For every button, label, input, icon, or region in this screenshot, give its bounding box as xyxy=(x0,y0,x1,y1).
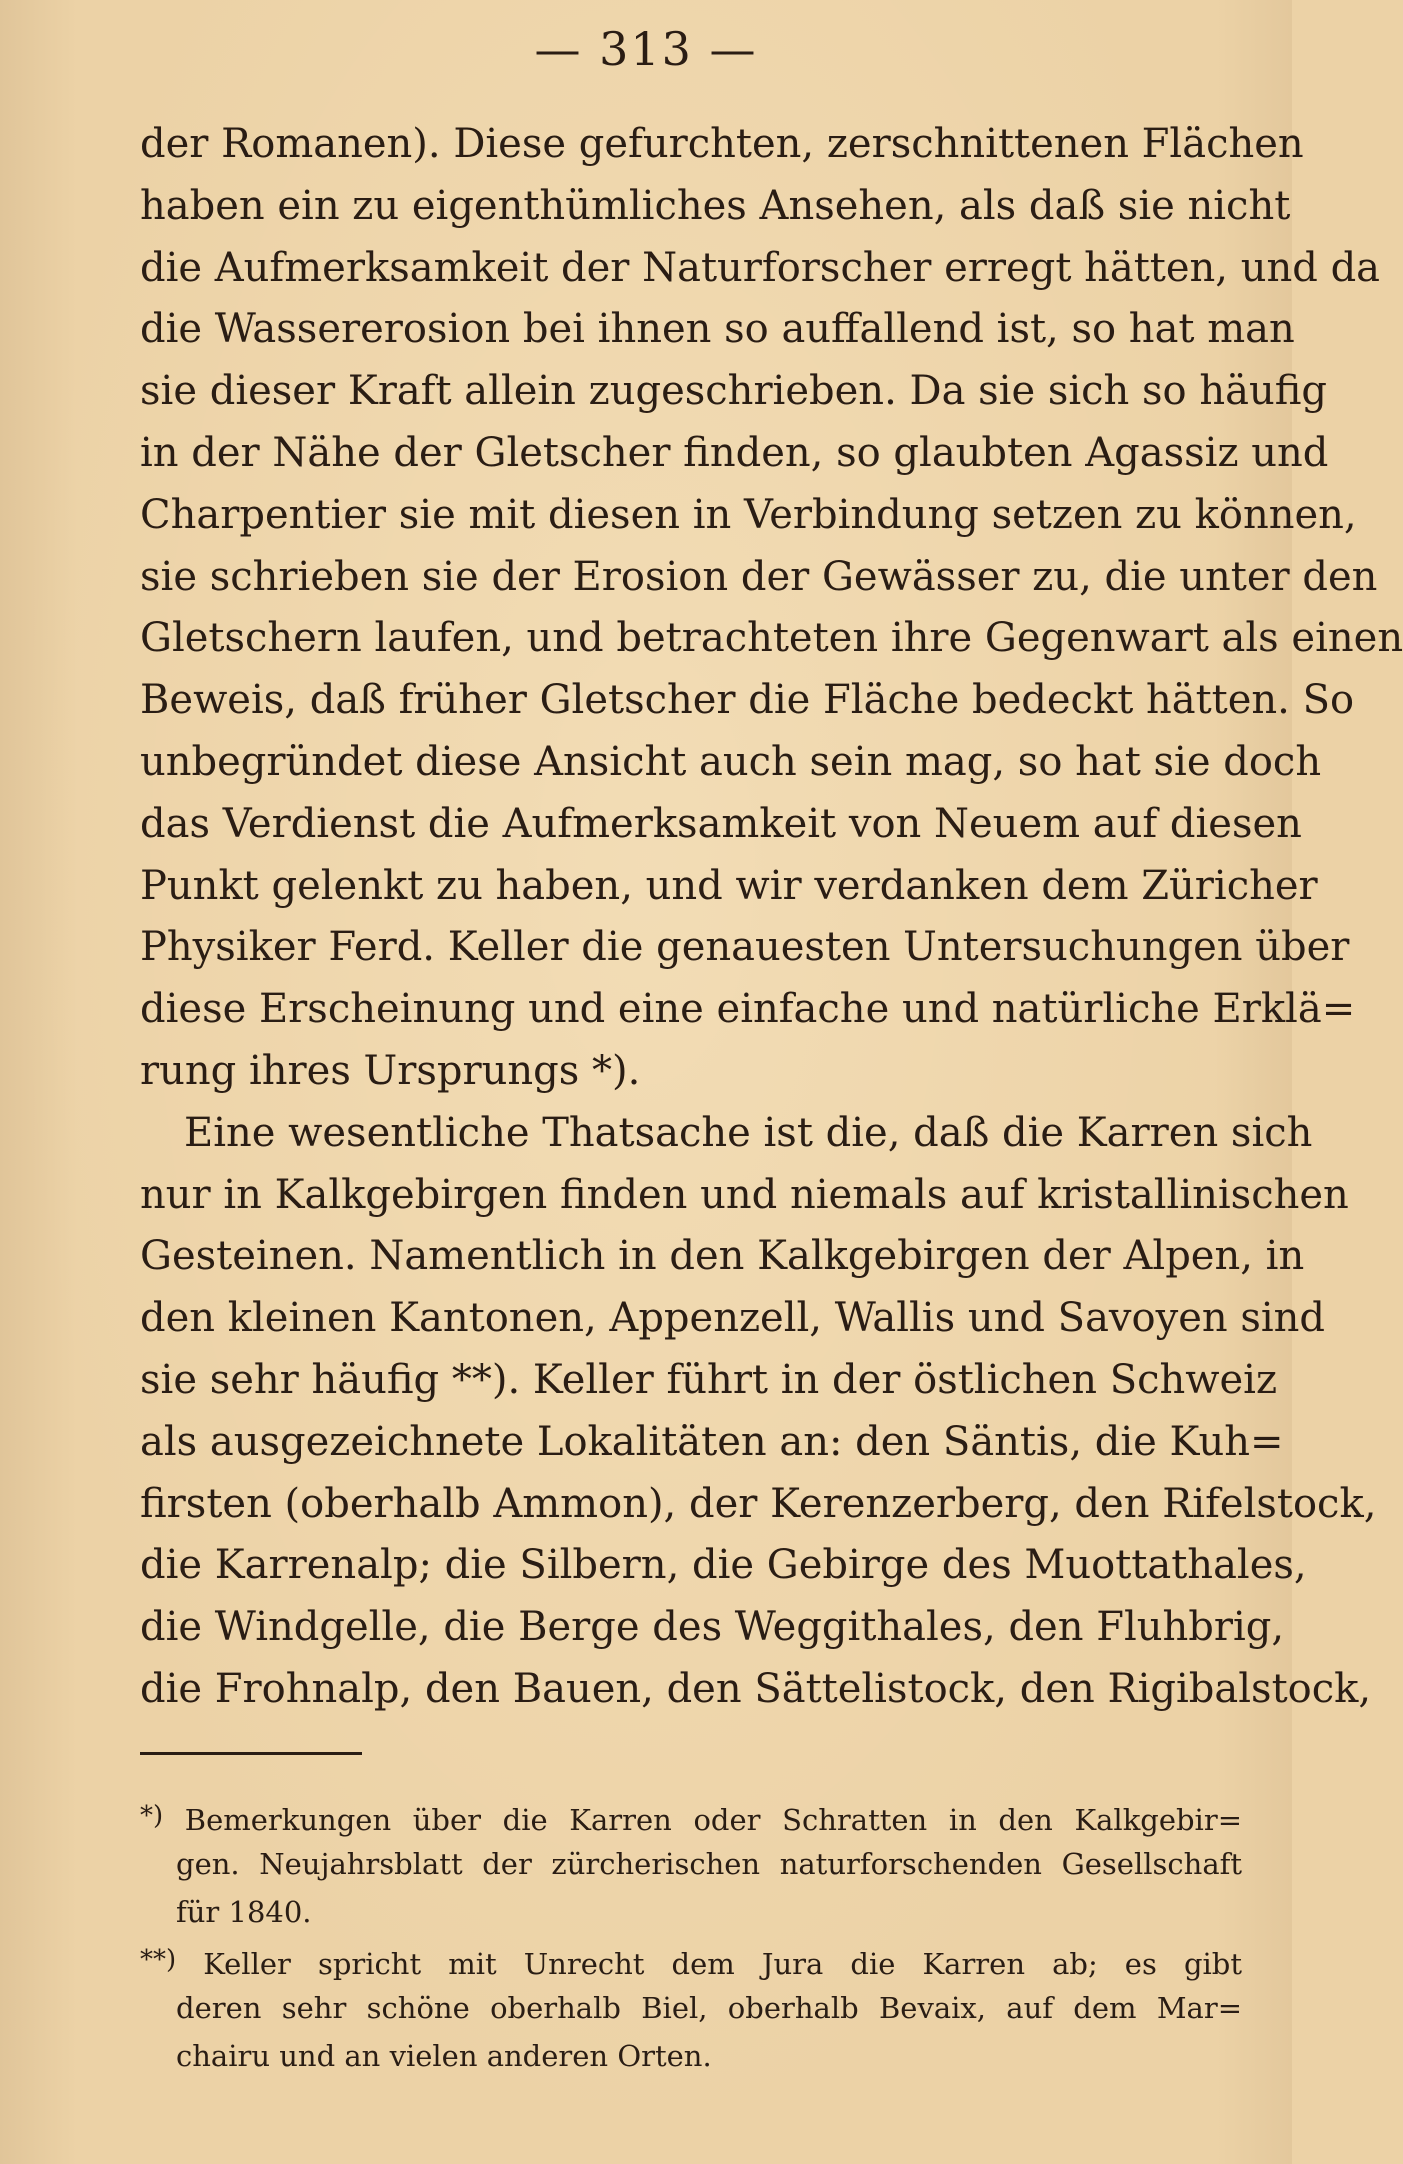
footnote-text: Bemerkungen über die Karren oder Schratten in den Kalkgebir= xyxy=(184,1803,1242,1837)
footnotes xyxy=(140,1792,1242,2080)
body-text xyxy=(140,114,1403,1721)
footnote-marker: **) xyxy=(140,1945,177,1975)
text-line: das Verdienst die Aufmerksamkeit von Neuem auf diesen xyxy=(140,800,1302,847)
footnote-text: Keller spricht mit Unrecht dem Jura die Karren ab; es gibt xyxy=(203,1947,1243,1981)
text-line: die Karrenalp; die Silbern, die Gebirge des Muottathales, xyxy=(140,1542,1307,1589)
text-line: firsten (oberhalb Ammon), der Kerenzerberg, den Rifelstock, xyxy=(140,1480,1377,1527)
text-line: die Frohnalp, den Bauen, den Sättelistock, den Rigibalstock, xyxy=(140,1665,1372,1712)
footnote-line: chairu und an vielen anderen Orten. xyxy=(176,2039,712,2073)
footnote-divider xyxy=(140,1752,362,1755)
text-line: Physiker Ferd. Keller die genauesten Untersuchungen über xyxy=(140,924,1350,971)
text-line: die Windgelle, die Berge des Weggithales, den Fluhbrig, xyxy=(140,1604,1285,1651)
text-line: die Wassererosion bei ihnen so auffallend ist, so hat man xyxy=(140,306,1295,353)
footnote-2 xyxy=(140,1936,1242,2080)
text-line: in der Nähe der Gletscher finden, so glaubten Agassiz und xyxy=(140,429,1329,476)
text-line: den kleinen Kantonen, Appenzell, Wallis und Savoyen sind xyxy=(140,1295,1326,1342)
text-line: als ausgezeichnete Lokalitäten an: den Säntis, die Kuh= xyxy=(140,1418,1284,1465)
text-line: sie sehr häufig **). Keller führt in der östlichen Schweiz xyxy=(140,1356,1278,1403)
text-line: Eine wesentliche Thatsache ist die, daß die Karren sich xyxy=(184,1109,1313,1156)
text-line: diese Erscheinung und eine einfache und natürliche Erklä= xyxy=(140,986,1356,1033)
text-line: sie schrieben sie der Erosion der Gewässer zu, die unter den xyxy=(140,553,1378,600)
footnote-1 xyxy=(140,1792,1242,1936)
text-line: sie dieser Kraft allein zugeschrieben. Da sie sich so häufig xyxy=(140,368,1328,415)
footnote-line xyxy=(140,1936,1242,1984)
page-number: — 313 — xyxy=(534,22,758,76)
footnote-line: für 1840. xyxy=(176,1895,312,1929)
footnote-line: gen. Neujahrsblatt der zürcherischen naturforschenden Gesellschaft xyxy=(176,1847,1242,1881)
text-line: Charpentier sie mit diesen in Verbindung setzen zu können, xyxy=(140,491,1357,538)
footnote-marker: *) xyxy=(140,1801,164,1831)
text-line: nur in Kalkgebirgen finden und niemals auf kristallinischen xyxy=(140,1171,1349,1218)
text-line: der Romanen). Diese gefurchten, zerschnittenen Flächen xyxy=(140,121,1304,167)
text-line: die Aufmerksamkeit der Naturforscher erregt hätten, und da xyxy=(140,244,1381,291)
text-line: Gesteinen. Namentlich in den Kalkgebirgen der Alpen, in xyxy=(140,1233,1305,1280)
footnote-line xyxy=(140,1792,1242,1840)
text-line: unbegründet diese Ansicht auch sein mag, so hat sie doch xyxy=(140,738,1322,785)
footnote-line: deren sehr schöne oberhalb Biel, oberhalb Bevaix, auf dem Mar= xyxy=(176,1991,1242,2025)
text-line: haben ein zu eigenthümliches Ansehen, als daß sie nicht xyxy=(140,182,1291,229)
text-line: Beweis, daß früher Gletscher die Fläche bedeckt hätten. So xyxy=(140,677,1355,724)
text-line: Gletschern laufen, und betrachteten ihre Gegenwart als einen xyxy=(140,615,1403,662)
text-line: Punkt gelenkt zu haben, und wir verdanken dem Züricher xyxy=(140,862,1318,909)
text-line: rung ihres Ursprungs *). xyxy=(140,1047,641,1094)
